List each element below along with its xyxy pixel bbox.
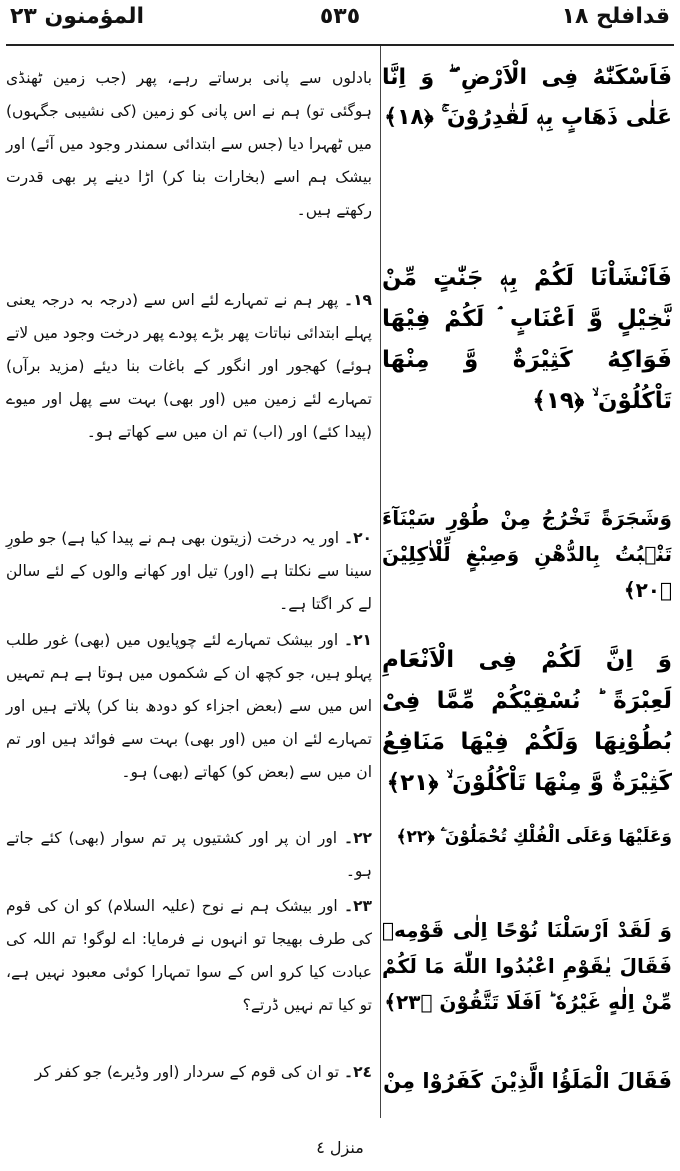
translation-text: اور ان پر اور کشتیوں پر تم سوار (بھی) کئے جاتے ہو۔ bbox=[6, 829, 372, 880]
urdu-translation-18 bbox=[6, 62, 372, 227]
arabic-verse-18: فَاَسْكَنّٰهُ فِى الْاَرْضِ ۖ وَ اِنَّا عَلٰى ذَهَابٍ بِهٖ لَقٰدِرُوْنَ ۚ ﴿١٨﴾ bbox=[382, 65, 672, 130]
page-number: ٥٣٥ bbox=[319, 4, 361, 29]
arabic-verse-24: فَقَالَ الْمَلَؤُا الَّذِيْنَ كَفَرُوْا مِنْ bbox=[383, 1069, 672, 1093]
verse-number: ٢١۔ bbox=[343, 631, 372, 649]
page-header bbox=[0, 0, 680, 44]
arabic-verse-22: وَعَلَيْهَا وَعَلَى الْفُلْكِ تُحْمَلُوْنَ ۧ ﴿٢٢﴾ bbox=[396, 827, 672, 847]
urdu-translation-19 bbox=[6, 284, 372, 449]
header-divider bbox=[6, 44, 674, 46]
urdu-translation-20 bbox=[6, 522, 372, 621]
surah-title: المؤمنون ٢٣ bbox=[10, 4, 145, 29]
manzil-footer: منزل ٤ bbox=[316, 1138, 364, 1157]
translation-text: اور بیشک تمہارے لئے چوپایوں میں (بھی) غور طلب پہلو ہیں، جو کچھ ان کے شکموں میں ہوتا ہے ہم تمہیں اس میں سے (بعض اجزاء کو دودھ بنا کر) پلاتے ہیں اور تمہارے لئے ان میں (اور بھی) بہت سے فوائد ہیں اور تم ان میں سے (بعض کو) کھاتے (بھی) ہو۔ bbox=[6, 631, 372, 781]
urdu-translation-21 bbox=[6, 624, 372, 789]
translation-text: اور یہ درخت (زیتون بھی ہم نے پیدا کیا ہے) جو طورِ سینا سے نکلتا ہے (اور) تیل اور کھانے والوں کے لئے سالن لے کر اگتا ہے۔ bbox=[6, 529, 372, 613]
translation-text: پھر ہم نے تمہارے لئے اس سے (درجہ بہ درجہ یعنی پہلے ابتدائی نباتات پھر بڑے پودے پھر درخت وجود میں لاتے ہوئے) کھجور اور انگور کے باغات بنا دیئے (مزید برآں) تمہارے لئے زمین میں (اور بھی) بہت سے پھل اور میوے (پیدا کئے) اور (اب) تم ان میں سے کھاتے ہو۔ bbox=[6, 291, 372, 441]
verse-number: ٢٣۔ bbox=[343, 897, 372, 915]
arabic-verse-20: وَشَجَرَةً تَخْرُجُ مِنْ طُوْرِ سَيْنَآءَ تَنْۢبُتُ بِالدُّهْنِ وَصِبْغٍ لِّلْاٰكِلِيْنَ ﴿٢٠﴾ bbox=[382, 506, 672, 602]
urdu-translation-23 bbox=[6, 890, 372, 1022]
translation-text: اور بیشک ہم نے نوح (علیہ السلام) کو ان کی قوم کی طرف بھیجا تو انہوں نے فرمایا: اے لوگو! تم اللہ کی عبادت کیا کرو اس کے سوا تمہارا کوئی معبود نہیں ہے، تو کیا تم نہیں ڈرتے؟ bbox=[6, 897, 372, 1014]
juz-title: قدافلح ١٨ bbox=[561, 4, 670, 29]
arabic-verse-23: وَ لَقَدْ اَرْسَلْنَا نُوْحًا اِلٰى قَوْمِهٖ فَقَالَ يٰقَوْمِ اعْبُدُوا اللّٰهَ مَا لَكُمْ مِّنْ اِلٰهٍ غَيْرُهٗ ؕ اَفَلَا تَتَّقُوْنَ ﴿٢٣﴾ bbox=[382, 918, 672, 1014]
arabic-verse-19: فَاَنْشَاْنَا لَكُمْ بِهٖ جَنّٰتٍ مِّنْ نَّخِيْلٍ وَّ اَعْنَابٍ ۘ لَكُمْ فِيْهَا فَوَاكِهُ كَثِيْرَةٌ وَّ مِنْهَا تَاْكُلُوْنَ ۙ ﴿١٩﴾ bbox=[382, 265, 672, 414]
translation-text: تو ان کی قوم کے سردار (اور وڈیرے) جو کفر کر bbox=[34, 1063, 340, 1081]
verse-number: ١٩۔ bbox=[343, 291, 372, 309]
arabic-verse-21: وَ اِنَّ لَكُمْ فِى الْاَنْعَامِ لَعِبْرَةً ؕ نُسْقِيْكُمْ مِّمَّا فِىْ بُطُوْنِهَا وَلَكُمْ فِيْهَا مَنَافِعُ كَثِيْرَةٌ وَّ مِنْهَا تَاْكُلُوْنَ ۙ ﴿٢١﴾ bbox=[382, 647, 672, 796]
verse-number: ٢٤۔ bbox=[343, 1063, 372, 1081]
column-divider bbox=[380, 46, 381, 1118]
verse-number: ٢٠۔ bbox=[343, 529, 372, 547]
translation-text: بادلوں سے پانی برساتے رہے، پھر (جب زمین ٹھنڈی ہوگئی تو) ہم نے اس پانی کو زمین (کی نشیبی جگہوں) میں ٹھہرا دیا (جس سے ابتدائی سمندر وجود میں آئے) اور بیشک ہم اسے (بخارات بنا کر) اڑا دینے پر بھی قدرت رکھتے ہیں۔ bbox=[6, 69, 372, 219]
urdu-translation-24 bbox=[6, 1056, 372, 1089]
urdu-translation-22 bbox=[6, 822, 372, 888]
verse-number: ٢٢۔ bbox=[343, 829, 372, 847]
